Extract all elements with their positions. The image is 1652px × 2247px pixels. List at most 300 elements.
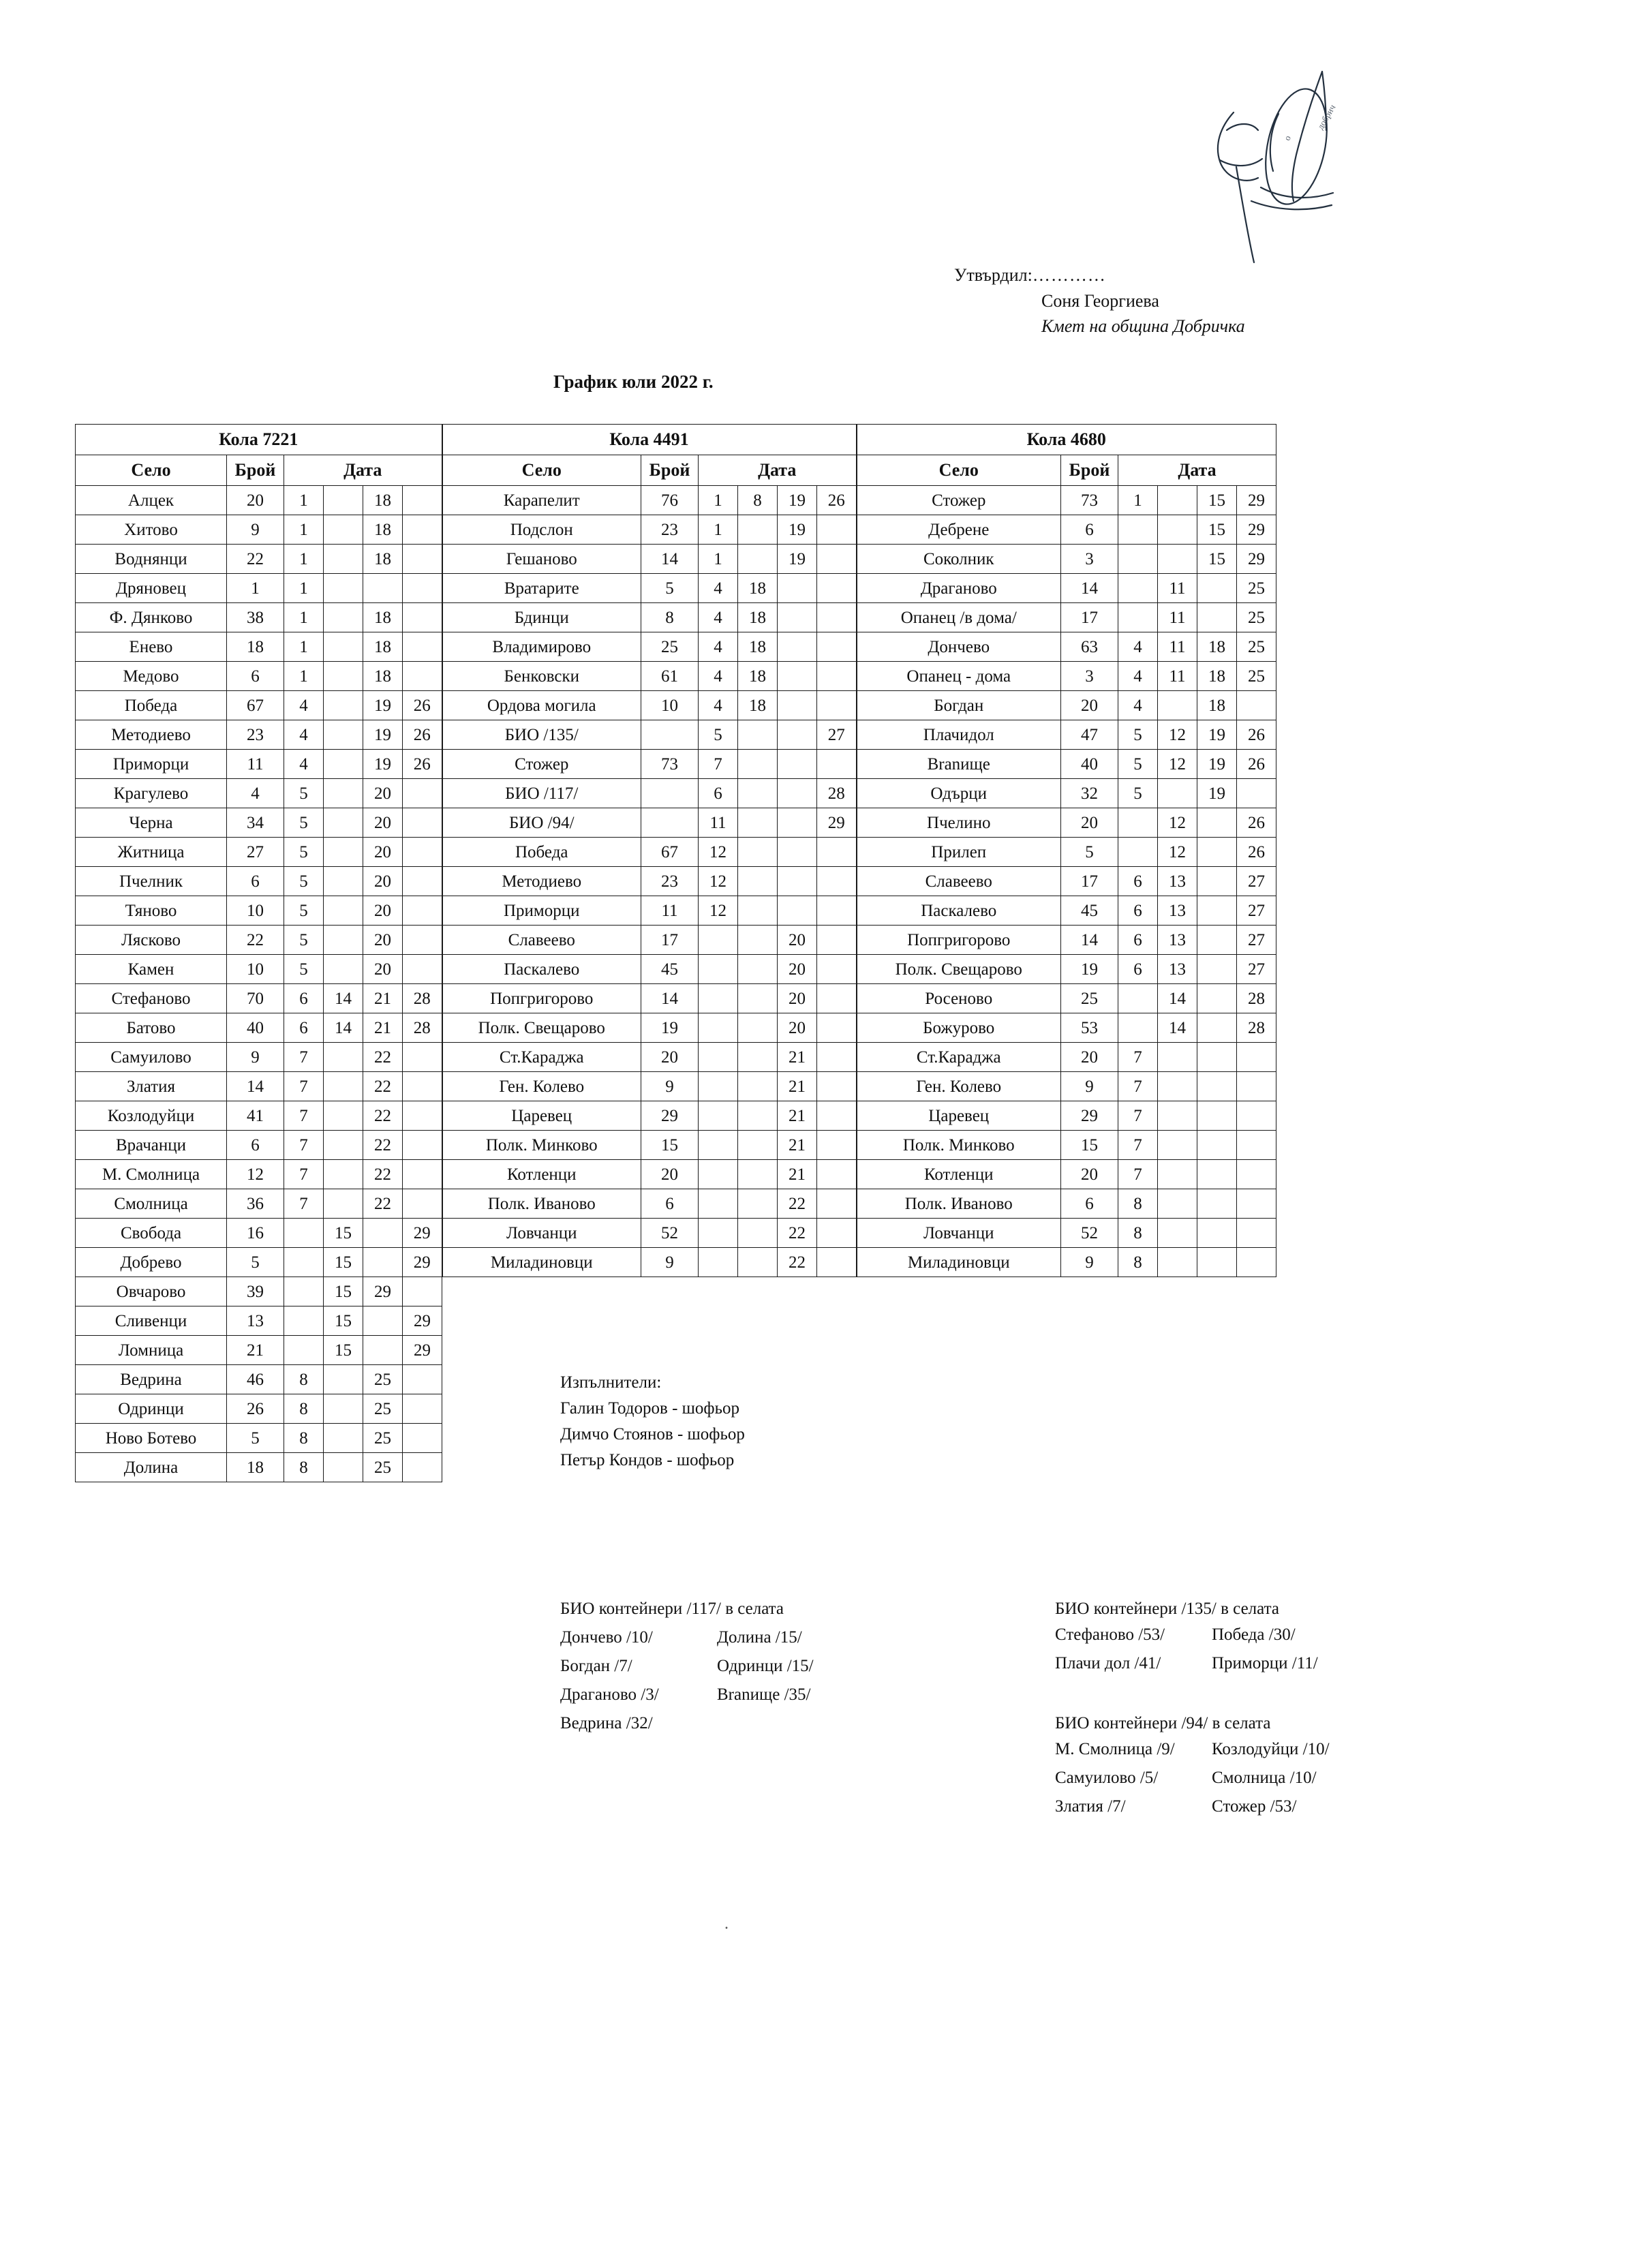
date-cell: 12	[1158, 838, 1197, 867]
empty-cell	[699, 1277, 738, 1306]
date-cell: 18	[738, 632, 778, 662]
date-cell	[403, 1189, 442, 1219]
date-cell: 7	[1118, 1131, 1158, 1160]
village-cell: Бенковски	[442, 662, 641, 691]
date-cell: 25	[363, 1394, 403, 1424]
date-cell: 1	[284, 574, 324, 603]
executor-item: Димчо Стоянов - шофьор	[560, 1425, 745, 1443]
count-cell: 22	[227, 926, 284, 955]
date-cell: 1	[284, 545, 324, 574]
count-cell	[641, 808, 699, 838]
date-cell: 29	[1237, 515, 1276, 545]
date-cell	[817, 896, 857, 926]
village-cell: Хитово	[76, 515, 227, 545]
car3-village-header: Село	[857, 455, 1061, 486]
table-row	[76, 1277, 1276, 1306]
count-cell: 22	[227, 545, 284, 574]
count-cell: 61	[641, 662, 699, 691]
date-cell	[324, 1043, 363, 1072]
count-cell: 27	[227, 838, 284, 867]
date-cell	[1237, 1101, 1276, 1131]
village-cell: Одърци	[857, 779, 1061, 808]
date-cell	[817, 545, 857, 574]
date-cell	[1118, 984, 1158, 1013]
date-cell	[363, 1336, 403, 1365]
date-cell	[1118, 515, 1158, 545]
date-cell: 19	[1197, 720, 1237, 750]
count-cell: 63	[1061, 632, 1118, 662]
date-cell	[1158, 1131, 1197, 1160]
schedule-table	[75, 424, 1276, 1482]
date-cell: 19	[363, 750, 403, 779]
count-cell: 6	[227, 1131, 284, 1160]
date-cell: 20	[778, 926, 817, 955]
village-cell: Плачидол	[857, 720, 1061, 750]
date-cell: 6	[1118, 867, 1158, 896]
empty-cell	[817, 1394, 857, 1424]
village-cell: Добрево	[76, 1248, 227, 1277]
village-cell: Ловчанци	[857, 1219, 1061, 1248]
village-cell: Ордова могила	[442, 691, 641, 720]
date-cell	[403, 1072, 442, 1101]
date-cell	[699, 1131, 738, 1160]
date-cell	[778, 779, 817, 808]
count-cell: 5	[227, 1424, 284, 1453]
village-cell: БИО /135/	[442, 720, 641, 750]
date-cell: 18	[738, 691, 778, 720]
date-cell: 26	[1237, 838, 1276, 867]
date-cell	[1118, 574, 1158, 603]
date-cell: 28	[1237, 1013, 1276, 1043]
empty-cell	[817, 1306, 857, 1336]
village-cell: Дебрене	[857, 515, 1061, 545]
date-cell	[738, 808, 778, 838]
empty-cell	[1158, 1277, 1197, 1306]
signature-stamp	[1118, 65, 1363, 269]
date-cell: 19	[1197, 750, 1237, 779]
date-cell	[738, 1072, 778, 1101]
date-cell: 22	[778, 1248, 817, 1277]
bio94-item: Смолница /10/	[1212, 1769, 1317, 1787]
date-cell: 8	[1118, 1189, 1158, 1219]
village-cell: М. Смолница	[76, 1160, 227, 1189]
date-cell	[1197, 603, 1237, 632]
date-cell: 18	[363, 545, 403, 574]
date-cell	[1237, 1043, 1276, 1072]
empty-cell	[641, 1336, 699, 1365]
date-cell: 18	[1197, 632, 1237, 662]
empty-cell	[778, 1306, 817, 1336]
count-cell: 10	[227, 896, 284, 926]
date-cell	[324, 1189, 363, 1219]
village-cell: Полк. Свещарово	[442, 1013, 641, 1043]
empty-cell	[1237, 1424, 1276, 1453]
date-cell: 4	[699, 632, 738, 662]
bio135-item: Победа /30/	[1212, 1625, 1296, 1644]
date-cell	[324, 1365, 363, 1394]
date-cell	[1237, 1248, 1276, 1277]
date-cell	[403, 603, 442, 632]
date-cell: 8	[1118, 1248, 1158, 1277]
date-cell	[1158, 1072, 1197, 1101]
empty-cell	[1158, 1336, 1197, 1365]
empty-cell	[738, 1306, 778, 1336]
count-cell: 36	[227, 1189, 284, 1219]
date-cell: 8	[284, 1424, 324, 1453]
village-cell: Камен	[76, 955, 227, 984]
date-cell: 22	[363, 1072, 403, 1101]
empty-cell	[817, 1453, 857, 1482]
date-cell: 19	[778, 545, 817, 574]
count-cell: 5	[641, 574, 699, 603]
date-cell	[403, 926, 442, 955]
count-cell: 70	[227, 984, 284, 1013]
date-cell: 1	[284, 603, 324, 632]
date-cell	[1158, 545, 1197, 574]
empty-cell	[857, 1394, 1061, 1424]
count-cell: 10	[227, 955, 284, 984]
table-row	[76, 808, 1276, 838]
bio117-item: Дончево /10/	[560, 1628, 653, 1647]
village-cell: Паскалево	[442, 955, 641, 984]
date-cell	[284, 1277, 324, 1306]
date-cell	[738, 1160, 778, 1189]
date-cell	[1197, 1072, 1237, 1101]
empty-cell	[1118, 1394, 1158, 1424]
date-cell: 29	[817, 808, 857, 838]
empty-cell	[778, 1277, 817, 1306]
empty-cell	[738, 1277, 778, 1306]
empty-cell	[1118, 1424, 1158, 1453]
date-cell: 20	[363, 896, 403, 926]
count-cell: 20	[1061, 1043, 1118, 1072]
village-cell: Богдан	[857, 691, 1061, 720]
date-cell: 5	[284, 926, 324, 955]
date-cell: 27	[1237, 896, 1276, 926]
date-cell: 5	[284, 867, 324, 896]
date-cell	[1197, 867, 1237, 896]
date-cell	[738, 984, 778, 1013]
village-cell: Овчарово	[76, 1277, 227, 1306]
date-cell	[324, 1072, 363, 1101]
date-cell	[817, 1189, 857, 1219]
count-cell: 3	[1061, 662, 1118, 691]
approved-by-label: Утвърдил:	[954, 265, 1032, 285]
date-cell	[1158, 515, 1197, 545]
date-cell: 1	[284, 515, 324, 545]
date-cell: 7	[1118, 1101, 1158, 1131]
date-cell: 6	[284, 1013, 324, 1043]
table-row	[76, 984, 1276, 1013]
village-cell: Славеево	[857, 867, 1061, 896]
empty-cell	[1158, 1424, 1197, 1453]
empty-cell	[1061, 1394, 1118, 1424]
empty-cell	[778, 1453, 817, 1482]
table-row	[76, 545, 1276, 574]
date-cell: 1	[699, 486, 738, 515]
date-cell: 27	[1237, 926, 1276, 955]
date-cell	[363, 1306, 403, 1336]
date-cell	[817, 1160, 857, 1189]
date-cell: 22	[363, 1160, 403, 1189]
date-cell: 20	[363, 808, 403, 838]
date-cell: 7	[284, 1160, 324, 1189]
count-cell: 40	[1061, 750, 1118, 779]
date-cell: 4	[284, 691, 324, 720]
count-cell	[641, 720, 699, 750]
empty-cell	[1061, 1424, 1118, 1453]
date-cell: 15	[324, 1306, 363, 1336]
count-cell: 11	[227, 750, 284, 779]
date-cell: 26	[1237, 750, 1276, 779]
table-row	[76, 486, 1276, 515]
village-cell: Миладиновци	[442, 1248, 641, 1277]
bio94-item: М. Смолница /9/	[1055, 1740, 1175, 1758]
date-cell: 25	[363, 1424, 403, 1453]
count-cell: 46	[227, 1365, 284, 1394]
bio117-heading: БИО контейнери /117/ в селата	[560, 1600, 784, 1618]
empty-cell	[817, 1424, 857, 1453]
empty-cell	[1118, 1306, 1158, 1336]
table-row	[76, 603, 1276, 632]
date-cell: 25	[363, 1453, 403, 1482]
date-cell: 19	[363, 720, 403, 750]
date-cell: 28	[817, 779, 857, 808]
count-cell: 29	[641, 1101, 699, 1131]
village-cell: Миладиновци	[857, 1248, 1061, 1277]
count-cell: 76	[641, 486, 699, 515]
date-cell: 4	[699, 691, 738, 720]
count-cell: 14	[1061, 926, 1118, 955]
date-cell	[738, 545, 778, 574]
table-row	[76, 1160, 1276, 1189]
count-cell: 20	[1061, 1160, 1118, 1189]
date-cell	[817, 867, 857, 896]
date-cell	[738, 955, 778, 984]
date-cell	[817, 603, 857, 632]
date-cell	[1197, 838, 1237, 867]
count-cell: 20	[1061, 808, 1118, 838]
empty-cell	[641, 1306, 699, 1336]
bio135-item: Плачи дол /41/	[1055, 1654, 1161, 1672]
date-cell: 18	[1197, 662, 1237, 691]
village-cell: Алцек	[76, 486, 227, 515]
empty-cell	[1158, 1453, 1197, 1482]
village-cell: Ведрина	[76, 1365, 227, 1394]
date-cell	[324, 1424, 363, 1453]
date-cell: 15	[324, 1277, 363, 1306]
date-cell	[1237, 1189, 1276, 1219]
village-cell: Ломница	[76, 1336, 227, 1365]
count-cell: 14	[641, 545, 699, 574]
date-cell: 26	[403, 750, 442, 779]
date-cell: 12	[1158, 808, 1197, 838]
date-cell: 19	[363, 691, 403, 720]
count-cell: 45	[1061, 896, 1118, 926]
date-cell: 29	[363, 1277, 403, 1306]
table-row	[76, 1072, 1276, 1101]
date-cell	[324, 1453, 363, 1482]
date-cell	[1237, 1072, 1276, 1101]
count-cell: 6	[227, 867, 284, 896]
date-cell	[738, 1131, 778, 1160]
table-row	[76, 1131, 1276, 1160]
approval-dots: …………	[1032, 265, 1106, 285]
date-cell	[817, 1043, 857, 1072]
car2-village-header: Село	[442, 455, 641, 486]
count-cell: 5	[227, 1248, 284, 1277]
bio94-item: Стожер /53/	[1212, 1797, 1297, 1816]
date-cell	[817, 926, 857, 955]
car1-date-header: Дата	[284, 455, 442, 486]
date-cell: 27	[817, 720, 857, 750]
count-cell: 6	[227, 662, 284, 691]
date-cell	[1118, 808, 1158, 838]
date-cell: 4	[1118, 662, 1158, 691]
date-cell	[738, 1248, 778, 1277]
village-cell: Ф. Дянково	[76, 603, 227, 632]
count-cell: 6	[1061, 1189, 1118, 1219]
date-cell	[699, 955, 738, 984]
date-cell	[738, 750, 778, 779]
table-header-cars	[76, 425, 1276, 455]
village-cell: Дончево	[857, 632, 1061, 662]
date-cell	[1197, 808, 1237, 838]
empty-cell	[857, 1365, 1061, 1394]
village-cell: Карапелит	[442, 486, 641, 515]
count-cell: 52	[641, 1219, 699, 1248]
count-cell: 9	[227, 515, 284, 545]
bio117-item: Богдан /7/	[560, 1657, 632, 1675]
date-cell: 19	[1197, 779, 1237, 808]
bio135-block	[1055, 1596, 1368, 1677]
date-cell: 27	[1237, 867, 1276, 896]
date-cell	[817, 955, 857, 984]
count-cell: 67	[227, 691, 284, 720]
date-cell	[403, 1365, 442, 1394]
date-cell	[817, 691, 857, 720]
count-cell: 17	[1061, 603, 1118, 632]
count-cell: 5	[1061, 838, 1118, 867]
count-cell: 29	[1061, 1101, 1118, 1131]
date-cell: 1	[284, 662, 324, 691]
date-cell	[324, 545, 363, 574]
date-cell	[699, 1072, 738, 1101]
bio117-block	[560, 1596, 874, 1737]
executor-item: Галин Тодоров - шофьор	[560, 1399, 740, 1418]
date-cell: 20	[778, 955, 817, 984]
village-cell: БИО /94/	[442, 808, 641, 838]
date-cell	[324, 662, 363, 691]
village-cell: Медово	[76, 662, 227, 691]
empty-cell	[1237, 1453, 1276, 1482]
count-cell: 4	[227, 779, 284, 808]
date-cell: 7	[1118, 1160, 1158, 1189]
date-cell: 18	[363, 603, 403, 632]
date-cell	[1158, 779, 1197, 808]
bio94-item: Самуилово /5/	[1055, 1769, 1159, 1787]
date-cell	[1158, 1219, 1197, 1248]
table-row	[76, 662, 1276, 691]
village-cell: Пчелник	[76, 867, 227, 896]
empty-cell	[1197, 1453, 1237, 1482]
village-cell: Сливенци	[76, 1306, 227, 1336]
count-cell: 19	[1061, 955, 1118, 984]
date-cell	[1158, 1043, 1197, 1072]
count-cell: 53	[1061, 1013, 1118, 1043]
village-cell: Прилеп	[857, 838, 1061, 867]
date-cell: 5	[284, 808, 324, 838]
date-cell: 4	[1118, 691, 1158, 720]
date-cell	[403, 632, 442, 662]
count-cell: 67	[641, 838, 699, 867]
date-cell: 11	[699, 808, 738, 838]
date-cell	[403, 662, 442, 691]
date-cell	[1158, 1189, 1197, 1219]
date-cell: 4	[284, 720, 324, 750]
count-cell: 14	[227, 1072, 284, 1101]
count-cell: 9	[1061, 1248, 1118, 1277]
count-cell: 9	[1061, 1072, 1118, 1101]
date-cell: 18	[363, 662, 403, 691]
date-cell	[403, 1424, 442, 1453]
date-cell: 8	[1118, 1219, 1158, 1248]
date-cell	[1197, 1043, 1237, 1072]
date-cell	[324, 779, 363, 808]
count-cell: 23	[227, 720, 284, 750]
table-row	[76, 955, 1276, 984]
date-cell	[1237, 691, 1276, 720]
village-cell: Ген. Колево	[442, 1072, 641, 1101]
count-cell: 26	[227, 1394, 284, 1424]
table-row	[76, 1306, 1276, 1336]
date-cell	[738, 926, 778, 955]
date-cell: 6	[1118, 896, 1158, 926]
date-cell: 6	[284, 984, 324, 1013]
date-cell: 14	[1158, 984, 1197, 1013]
date-cell	[324, 1131, 363, 1160]
village-cell: Тяново	[76, 896, 227, 926]
count-cell: 73	[641, 750, 699, 779]
count-cell: 20	[641, 1160, 699, 1189]
village-cell: Попгригорово	[442, 984, 641, 1013]
empty-cell	[738, 1336, 778, 1365]
date-cell: 12	[699, 838, 738, 867]
date-cell	[738, 896, 778, 926]
date-cell	[1158, 1160, 1197, 1189]
village-cell: Полк. Иваново	[857, 1189, 1061, 1219]
count-cell: 38	[227, 603, 284, 632]
village-cell: Одринци	[76, 1394, 227, 1424]
date-cell: 1	[699, 545, 738, 574]
svg-text:о: о	[1281, 134, 1293, 142]
village-cell: Свобода	[76, 1219, 227, 1248]
date-cell: 15	[1197, 545, 1237, 574]
village-cell: Славеево	[442, 926, 641, 955]
date-cell	[363, 1248, 403, 1277]
count-cell: 16	[227, 1219, 284, 1248]
date-cell: 15	[1197, 515, 1237, 545]
village-cell: Методиево	[76, 720, 227, 750]
date-cell	[778, 632, 817, 662]
village-cell: Златия	[76, 1072, 227, 1101]
date-cell: 20	[778, 1013, 817, 1043]
date-cell: 21	[778, 1072, 817, 1101]
date-cell	[1197, 1131, 1237, 1160]
date-cell: 26	[817, 486, 857, 515]
date-cell	[363, 1219, 403, 1248]
date-cell: 22	[363, 1043, 403, 1072]
